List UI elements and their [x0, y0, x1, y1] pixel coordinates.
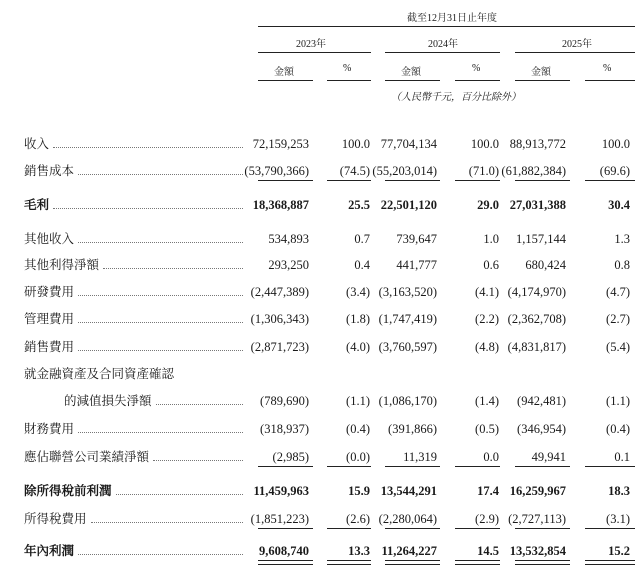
subtotal-rule [385, 528, 440, 529]
period-header: 截至12月31日止年度 [407, 13, 497, 24]
leader-dots [78, 174, 243, 175]
cell-pct-2023: (0.0) [346, 450, 370, 464]
cell-amount-2025: (346,954) [517, 422, 566, 436]
table-row-gross-profit [0, 196, 640, 216]
cell-pct-2024: (0.5) [475, 422, 499, 436]
cell-amount-2024: 441,777 [396, 258, 437, 272]
double-total-rule [258, 560, 313, 565]
cell-amount-2024: (55,203,014) [372, 164, 437, 178]
cell-amount-2024: 739,647 [396, 232, 437, 246]
cell-amount-2023: 293,250 [268, 258, 309, 272]
subtotal-rule [515, 466, 570, 467]
leader-dots [78, 295, 243, 296]
row-label: 研發費用 [24, 284, 75, 299]
cell-amount-2023: (1,306,343) [250, 312, 309, 326]
row-label: 其他收入 [24, 231, 75, 246]
cell-pct-2024: 0.6 [483, 258, 499, 272]
table-row-selling-expenses [0, 338, 640, 358]
cell-amount-2023: 11,459,963 [253, 484, 309, 498]
cell-pct-2024: 17.4 [477, 484, 499, 498]
table-row-income-tax [0, 510, 640, 530]
cell-pct-2023: 0.4 [354, 258, 370, 272]
row-label: 就金融資產及合同資產確認 [24, 366, 175, 381]
subtotal-rule [455, 528, 500, 529]
subtotal-rule [515, 528, 570, 529]
leader-dots [53, 147, 243, 148]
cell-amount-2025: (61,882,384) [501, 164, 566, 178]
cell-amount-2024: 13,544,291 [380, 484, 437, 498]
table-row-impairment-label-line1 [0, 365, 640, 385]
col-pct-2025: % [603, 63, 612, 74]
row-label: 毛利 [24, 197, 50, 212]
double-total-rule [515, 560, 570, 565]
row-label: 的減值損失淨額 [64, 393, 152, 408]
cell-amount-2023: (53,790,366) [244, 164, 309, 178]
row-label: 銷售費用 [24, 339, 75, 354]
col-amount-2025: 金額 [531, 67, 551, 78]
unit-note: （人民幣千元，百分比除外） [391, 92, 521, 103]
table-row-other-income [0, 230, 640, 250]
year-2024-rule [385, 52, 500, 53]
cell-amount-2023: (2,985) [272, 450, 309, 464]
cell-pct-2023: (2.6) [346, 512, 370, 526]
double-total-rule [327, 560, 371, 565]
col-pct-2023: % [343, 63, 352, 74]
subtotal-rule [385, 466, 440, 467]
subtotal-rule [455, 466, 500, 467]
cell-amount-2025: 49,941 [531, 450, 566, 464]
table-row-cost-of-sales [0, 162, 640, 182]
cell-pct-2025: (2.7) [606, 312, 630, 326]
cell-pct-2025: (0.4) [606, 422, 630, 436]
cell-pct-2025: (3.1) [606, 512, 630, 526]
year-2025-rule [515, 52, 635, 53]
double-total-rule [585, 560, 635, 565]
table-row-other-gains-net [0, 256, 640, 276]
subtotal-rule [258, 180, 313, 181]
subtotal-rule [585, 180, 635, 181]
row-label: 應佔聯營公司業績淨額 [24, 449, 150, 464]
cell-pct-2025: (1.1) [606, 394, 630, 408]
cell-pct-2025: 15.2 [608, 544, 630, 558]
subtotal-rule [455, 180, 500, 181]
cell-pct-2024: (1.4) [475, 394, 499, 408]
cell-pct-2023: 0.7 [354, 232, 370, 246]
double-total-rule [455, 560, 500, 565]
cell-amount-2024: (391,866) [388, 422, 437, 436]
leader-dots [103, 268, 243, 269]
cell-amount-2025: 1,157,144 [516, 232, 566, 246]
row-label: 年內利潤 [24, 543, 75, 558]
pct-2023-rule [327, 80, 371, 81]
cell-pct-2024: 14.5 [477, 544, 499, 558]
cell-amount-2023: (1,851,223) [250, 512, 309, 526]
pct-2024-rule [455, 80, 500, 81]
cell-pct-2025: 100.0 [601, 137, 630, 151]
cell-pct-2023: (1.1) [346, 394, 370, 408]
subtotal-rule [585, 466, 635, 467]
cell-amount-2024: 77,704,134 [380, 137, 437, 151]
cell-amount-2025: (4,831,817) [507, 340, 566, 354]
subtotal-rule [515, 180, 570, 181]
row-label: 收入 [24, 136, 50, 151]
cell-amount-2024: (1,747,419) [378, 312, 437, 326]
double-total-rule [385, 560, 440, 565]
year-2023-rule [258, 52, 371, 53]
cell-amount-2024: 11,264,227 [381, 544, 437, 558]
cell-amount-2025: (2,362,708) [507, 312, 566, 326]
cell-amount-2024: (3,163,520) [378, 285, 437, 299]
cell-amount-2025: (942,481) [517, 394, 566, 408]
cell-pct-2025: 0.8 [614, 258, 630, 272]
cell-pct-2023: 13.3 [348, 544, 370, 558]
cell-amount-2024: (1,086,170) [378, 394, 437, 408]
table-row-admin-expenses [0, 310, 640, 330]
cell-pct-2024: (4.1) [475, 285, 499, 299]
leader-dots [91, 522, 243, 523]
subtotal-rule [258, 466, 313, 467]
subtotal-rule [327, 180, 371, 181]
cell-pct-2024: (4.8) [475, 340, 499, 354]
leader-dots [78, 322, 243, 323]
cell-amount-2024: 22,501,120 [380, 198, 437, 212]
cell-pct-2025: (69.6) [599, 164, 630, 178]
row-label: 所得稅費用 [24, 511, 87, 526]
cell-amount-2025: 13,532,854 [509, 544, 566, 558]
year-2024: 2024年 [428, 39, 458, 50]
cell-pct-2024: (71.0) [468, 164, 499, 178]
cell-amount-2024: 11,319 [403, 450, 437, 464]
row-label: 除所得稅前利潤 [24, 483, 112, 498]
cell-pct-2025: (5.4) [606, 340, 630, 354]
cell-pct-2023: (1.8) [346, 312, 370, 326]
cell-amount-2024: (2,280,064) [378, 512, 437, 526]
cell-pct-2023: 100.0 [341, 137, 370, 151]
cell-pct-2023: (74.5) [339, 164, 370, 178]
year-2025: 2025年 [562, 39, 592, 50]
subtotal-rule [385, 180, 440, 181]
cell-pct-2023: (4.0) [346, 340, 370, 354]
col-amount-2023: 金額 [274, 67, 294, 78]
cell-pct-2024: (2.2) [475, 312, 499, 326]
table-row-share-of-associates [0, 448, 640, 468]
cell-pct-2024: 1.0 [483, 232, 499, 246]
table-row-rd-expenses [0, 283, 640, 303]
cell-amount-2025: 16,259,967 [509, 484, 566, 498]
cell-amount-2023: 72,159,253 [252, 137, 309, 151]
leader-dots [156, 404, 243, 405]
amount-2023-rule [258, 80, 313, 81]
cell-pct-2023: 25.5 [348, 198, 370, 212]
cell-amount-2023: (318,937) [260, 422, 309, 436]
subtotal-rule [327, 466, 371, 467]
cell-amount-2023: (2,447,389) [250, 285, 309, 299]
cell-amount-2025: (2,727,113) [508, 512, 566, 526]
row-label: 銷售成本 [24, 163, 75, 178]
cell-amount-2023: (2,871,723) [250, 340, 309, 354]
table-row-impairment-net [0, 392, 640, 412]
cell-amount-2025: (4,174,970) [507, 285, 566, 299]
subtotal-rule [585, 528, 635, 529]
leader-dots [78, 432, 243, 433]
period-rule [258, 26, 635, 27]
col-pct-2024: % [472, 63, 481, 74]
row-label: 其他利得淨額 [24, 257, 100, 272]
cell-amount-2025: 88,913,772 [509, 137, 566, 151]
subtotal-rule [327, 528, 371, 529]
leader-dots [78, 554, 243, 555]
table-row-revenue [0, 135, 640, 155]
row-label: 管理費用 [24, 311, 75, 326]
cell-pct-2024: 0.0 [483, 450, 499, 464]
table-row-profit-before-tax [0, 482, 640, 502]
subtotal-rule [258, 528, 313, 529]
cell-amount-2023: (789,690) [260, 394, 309, 408]
leader-dots [153, 460, 243, 461]
pct-2025-rule [585, 80, 635, 81]
cell-pct-2024: 29.0 [477, 198, 499, 212]
leader-dots [53, 208, 243, 209]
cell-amount-2025: 680,424 [525, 258, 566, 272]
cell-pct-2025: 18.3 [608, 484, 630, 498]
row-label: 財務費用 [24, 421, 75, 436]
table-row-profit-for-year [0, 542, 640, 562]
cell-pct-2024: (2.9) [475, 512, 499, 526]
cell-amount-2023: 9,608,740 [259, 544, 309, 558]
table-row-finance-costs [0, 420, 640, 440]
cell-pct-2023: (3.4) [346, 285, 370, 299]
cell-pct-2024: 100.0 [470, 137, 499, 151]
col-amount-2024: 金額 [401, 67, 421, 78]
amount-2024-rule [385, 80, 440, 81]
cell-pct-2025: 30.4 [608, 198, 630, 212]
cell-amount-2024: (3,760,597) [378, 340, 437, 354]
leader-dots [78, 350, 243, 351]
cell-amount-2023: 534,893 [268, 232, 309, 246]
leader-dots [78, 242, 243, 243]
cell-pct-2023: 15.9 [348, 484, 370, 498]
cell-amount-2023: 18,368,887 [252, 198, 309, 212]
cell-pct-2025: (4.7) [606, 285, 630, 299]
cell-pct-2023: (0.4) [346, 422, 370, 436]
cell-pct-2025: 1.3 [614, 232, 630, 246]
amount-2025-rule [515, 80, 570, 81]
cell-pct-2025: 0.1 [614, 450, 630, 464]
leader-dots [116, 494, 243, 495]
year-2023: 2023年 [296, 39, 326, 50]
cell-amount-2025: 27,031,388 [509, 198, 566, 212]
